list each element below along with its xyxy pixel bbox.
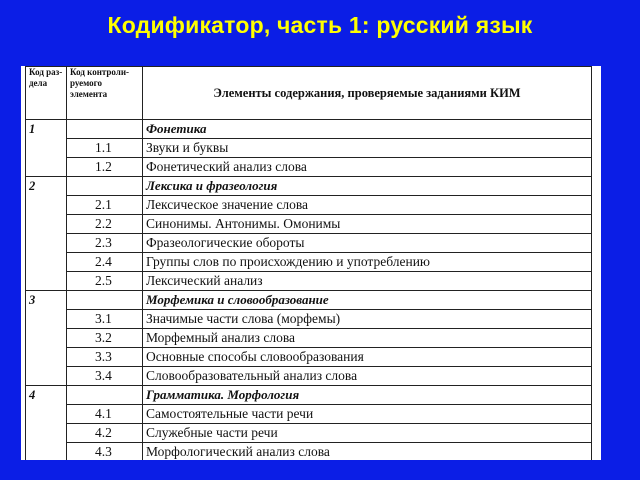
table-row [26,215,592,234]
table-row [26,367,592,386]
element-text: Фонетический анализ слова [143,158,592,177]
slide-title: Кодификатор, часть 1: русский язык [107,12,533,38]
section-element-code-empty [67,120,143,139]
element-code: 2.3 [67,234,143,253]
section-title: Морфемика и словообразование [143,291,592,310]
element-code: 4.2 [67,424,143,443]
element-code: 2.1 [67,196,143,215]
header-content: Элементы содержания, проверяемые заданиями КИМ [143,67,592,120]
table-row [26,272,592,291]
section-code-empty [26,234,67,253]
element-code: 3.3 [67,348,143,367]
table-row [26,253,592,272]
element-code: 4.1 [67,405,143,424]
table-row [26,424,592,443]
element-text: Самостоятельные части речи [143,405,592,424]
element-text: Группы слов по происхождению и употреблению [143,253,592,272]
table-row [26,196,592,215]
section-code: 1 [26,120,67,139]
table-row [26,234,592,253]
section-row [26,291,592,310]
section-code-empty [26,405,67,424]
section-code-empty [26,348,67,367]
element-text: Звуки и буквы [143,139,592,158]
table-body [26,120,592,461]
table-row [26,405,592,424]
section-code-empty [26,215,67,234]
element-text: Фразеологические обороты [143,234,592,253]
section-code: 3 [26,291,67,310]
element-code: 2.4 [67,253,143,272]
element-text: Лексический анализ [143,272,592,291]
section-code-empty [26,196,67,215]
section-element-code-empty [67,177,143,196]
table-row [26,158,592,177]
section-title: Грамматика. Морфология [143,386,592,405]
table-header-row [26,67,592,120]
element-text: Основные способы словообразования [143,348,592,367]
section-code: 2 [26,177,67,196]
table-row [26,443,592,461]
element-code: 2.2 [67,215,143,234]
header-element-code: Код контроли- руемого элемента [67,67,143,120]
section-code-empty [26,253,67,272]
section-code-empty [26,424,67,443]
element-text: Лексическое значение слова [143,196,592,215]
header-section-code: Код раз- дела [26,67,67,120]
element-code: 3.1 [67,310,143,329]
element-code: 2.5 [67,272,143,291]
section-row [26,177,592,196]
section-title: Лексика и фразеология [143,177,592,196]
element-code: 1.2 [67,158,143,177]
element-text: Словообразовательный анализ слова [143,367,592,386]
section-code-empty [26,272,67,291]
section-code-empty [26,139,67,158]
section-code-empty [26,310,67,329]
element-code: 3.2 [67,329,143,348]
element-text: Морфологический анализ слова [143,443,592,461]
element-code: 1.1 [67,139,143,158]
section-code-empty [26,329,67,348]
section-code-empty [26,158,67,177]
table-row [26,139,592,158]
element-code: 3.4 [67,367,143,386]
codifier-table [25,66,592,460]
section-element-code-empty [67,291,143,310]
section-element-code-empty [67,386,143,405]
table-row [26,348,592,367]
section-title: Фонетика [143,120,592,139]
table-row [26,310,592,329]
element-code: 4.3 [67,443,143,461]
element-text: Морфемный анализ слова [143,329,592,348]
section-row [26,386,592,405]
element-text: Синонимы. Антонимы. Омонимы [143,215,592,234]
section-code-empty [26,443,67,461]
codifier-sheet [21,66,601,460]
section-row [26,120,592,139]
element-text: Значимые части слова (морфемы) [143,310,592,329]
section-code-empty [26,367,67,386]
section-code: 4 [26,386,67,405]
table-row [26,329,592,348]
element-text: Служебные части речи [143,424,592,443]
